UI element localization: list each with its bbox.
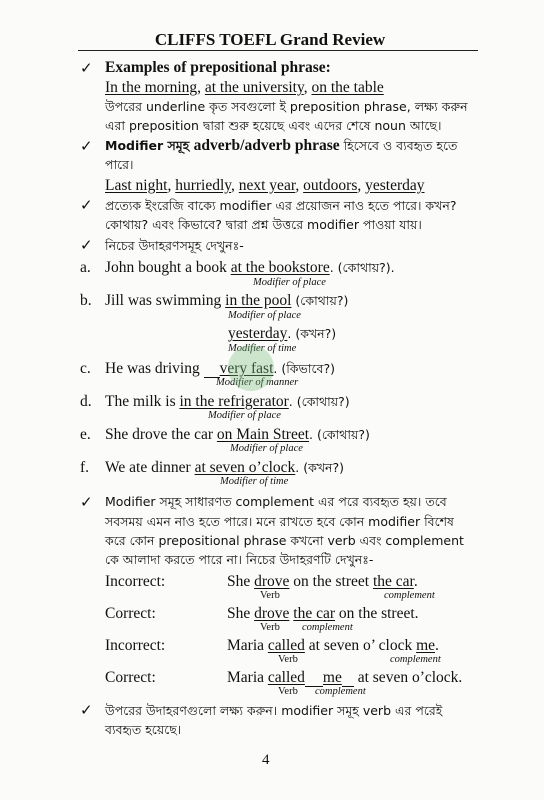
example-sentence: We ate dinner at seven o’clock. (কখন?) [105,459,345,476]
verb-label: Verb [260,590,280,601]
modifier-label: Modifier of manner [216,377,299,388]
verb-label: Verb [278,654,298,665]
modifier-label: Modifier of place [208,410,281,421]
bangla-text: উপরের underline কৃত সবগুলো ই preposition phrase, লক্ষ্য করুন [105,99,468,114]
pair-status: Correct: [105,669,156,686]
bangla-text: কোথায়? এবং কিভাবে? দ্বারা প্রশ্ন উত্তরে modifier পাওয়া যায়। [105,217,422,232]
bangla-text: প্রত্যেক ইংরেজি বাক্যে modifier এর প্রয়োজন নাও হতে পারে। কখন? [105,198,457,213]
pair-sentence: She drove on the street the car. [227,573,418,590]
example-sentence: The milk is in the refrigerator. (কোথায়?) [105,393,350,410]
modifier-label: Modifier of time [228,343,297,354]
checkmark-icon: ✓ [80,59,93,77]
complement-label: complement [315,686,366,697]
bangla-text: উপরের উদাহরণগুলো লক্ষ্য করুন। modifier সমূহ verb এর পরেই [105,703,443,718]
bangla-text: Modifier সমূহ সাধারণত complement এর পরে ব্যবহৃত হয়। তবে [105,494,447,509]
example-letter: c. [80,360,91,377]
pair-status: Incorrect: [105,637,166,654]
pair-sentence: She drove the car on the street. [227,605,419,622]
bangla-text: সবসময় এমন নাও হতে পারে। মনে রাখতে হবে কোন modifier বিশেষ [105,514,454,529]
verb-label: Verb [278,686,298,697]
bangla-text: পারে। [105,157,134,172]
checkmark-icon: ✓ [80,701,93,719]
verb-label: Verb [260,622,280,633]
example-phrases: Last night, hurriedly, next year, outdoors, yesterday [105,177,425,194]
example-letter: e. [80,426,91,443]
pair-sentence: Maria called at seven o’ clock me. [227,637,439,654]
example-sentence: Jill was swimming in the pool (কোথায়?) [105,292,349,309]
complement-label: complement [390,654,441,665]
example-letter: b. [80,292,92,309]
pair-status: Incorrect: [105,573,166,590]
example-sentence: He was driving very fast. (কিভাবে?) [105,360,335,377]
modifier-label: Modifier of place [230,443,303,454]
complement-label: complement [302,622,353,633]
example-sentence: John bought a book at the bookstore. (কোথায়?). [105,259,395,276]
bangla-text: নিচের উদাহরণসমূহ দেখুনঃ- [105,238,244,253]
page-number: 4 [262,752,270,768]
example-phrases: In the morning, at the university, on the table [105,79,384,96]
bangla-text: ব্যবহৃত হয়েছে। [105,722,182,737]
section-heading: Examples of prepositional phrase: [105,59,331,76]
example-sentence: She drove the car on Main Street. (কোথায়?) [105,426,370,443]
header-rule [78,50,478,51]
watermark-logo [228,345,274,391]
pair-sentence: Maria called me at seven o’clock. [227,669,463,686]
checkmark-icon: ✓ [80,196,93,214]
example-sentence: yesterday. (কখন?) [228,325,337,342]
checkmark-icon: ✓ [80,137,93,155]
example-letter: d. [80,393,92,410]
bangla-text: এরা preposition দ্বারা শুরু হয়েছে এবং এদের শেষে noun আছে। [105,118,442,133]
checkmark-icon: ✓ [80,493,93,511]
pair-status: Correct: [105,605,156,622]
bangla-text: করে কোন prepositional phrase কখনো verb এবং complement [105,533,464,548]
checkmark-icon: ✓ [80,236,93,254]
section-heading: Modifier সমূহ adverb/adverb phrase হিসেবে ও ব্যবহৃত হতে [105,137,458,154]
complement-label: complement [384,590,435,601]
bangla-text: কে আলাদা করতে পারে না। নিচের উদাহরণটি দেখুনঃ- [105,552,374,567]
modifier-label: Modifier of place [228,310,301,321]
modifier-label: Modifier of time [220,476,289,487]
modifier-label: Modifier of place [253,277,326,288]
example-letter: a. [80,259,91,276]
page-header: CLIFFS TOEFL Grand Review [154,30,386,49]
example-letter: f. [80,459,90,476]
